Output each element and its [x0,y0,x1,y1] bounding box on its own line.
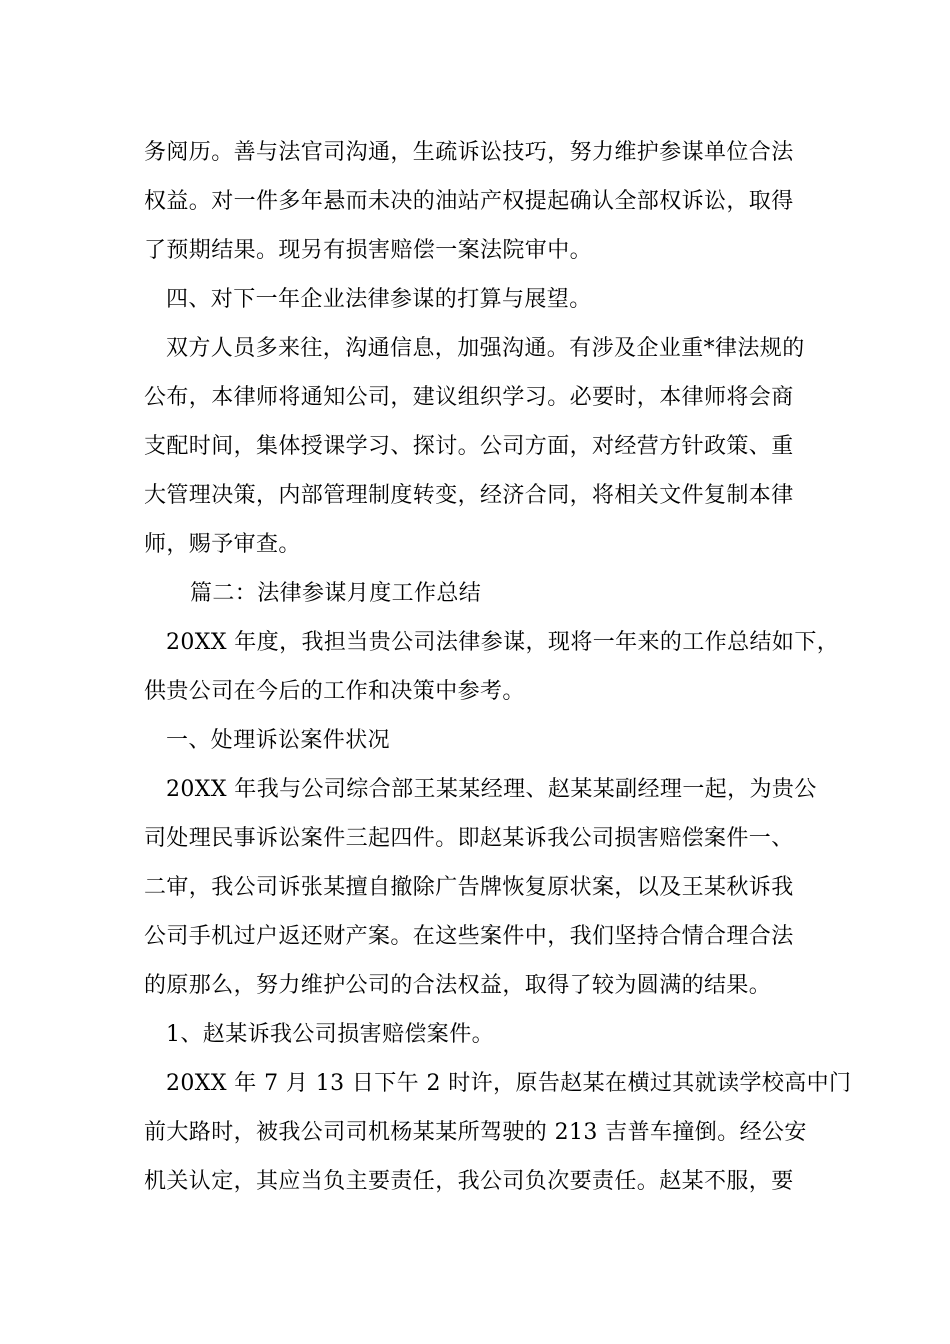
text-line: 二审，我公司诉张某擅自撤除广告牌恢复原状案，以及王某秋诉我 [144,875,794,900]
text-line: 的原那么，努力维护公司的合法权益，取得了较为圆满的结果。 [144,973,772,998]
text-line: 供贵公司在今后的工作和决策中参考。 [144,679,525,704]
text-line: 务阅历。善与法官司沟通，生疏诉讼技巧，努力维护参谋单位合法 [144,140,794,165]
text-line: 20XX 年我与公司综合部王某某经理、赵某某副经理一起，为贵公 [166,777,817,802]
text-line: 支配时间，集体授课学习、探讨。公司方面，对经营方针政策、重 [144,434,794,459]
text-line: 机关认定，其应当负主要责任，我公司负次要责任。赵某不服，要 [144,1169,794,1194]
text-line: 前大路时，被我公司司机杨某某所驾驶的 213 吉普车撞倒。经公安 [144,1120,807,1145]
text-line: 了预期结果。现另有损害赔偿一案法院审中。 [144,238,593,263]
text-line: 大管理决策，内部管理制度转变，经济合同，将相关文件复制本律 [144,483,794,508]
document-page [144,128,852,1206]
text-line: 公布，本律师将通知公司，建议组织学习。必要时，本律师将会商 [144,385,794,410]
section-heading: 一、处理诉讼案件状况 [166,728,391,753]
text-line: 双方人员多来往，沟通信息，加强沟通。有涉及企业重*律法规的 [166,336,805,361]
text-line: 司处理民事诉讼案件三起四件。即赵某诉我公司损害赔偿案件一、 [144,826,794,851]
text-line: 20XX 年 7 月 13 日下午 2 时许，原告赵某在横过其就读学校高中门 [166,1071,852,1096]
subsection-heading: 1、赵某诉我公司损害赔偿案件。 [166,1022,494,1047]
text-line: 权益。对一件多年悬而未决的油站产权提起确认全部权诉讼，取得 [144,189,794,214]
section-heading: 四、对下一年企业法律参谋的打算与展望。 [166,287,592,312]
chapter-title: 篇二：法律参谋月度工作总结 [190,581,482,606]
text-line: 师，赐予审查。 [144,532,301,557]
text-line: 公司手机过户返还财产案。在这些案件中，我们坚持合情合理合法 [144,924,794,949]
text-line: 20XX 年度，我担当贵公司法律参谋，现将一年来的工作总结如下， [166,630,840,655]
